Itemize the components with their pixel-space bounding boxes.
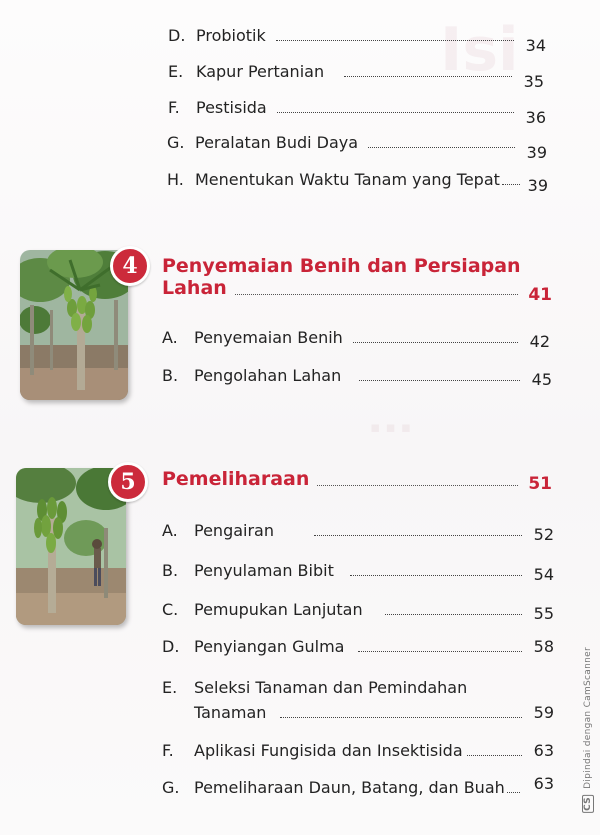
dot-leader <box>317 485 518 486</box>
toc-entry-seleksi-tanaman-line2[interactable] <box>194 703 554 722</box>
entry-letter: H. <box>167 170 184 189</box>
entry-page: 45 <box>531 370 552 389</box>
entry-letter: D. <box>168 26 186 45</box>
entry-letter: E. <box>168 62 184 81</box>
dot-leader <box>385 614 522 615</box>
entry-page: 63 <box>533 774 554 793</box>
entry-title: Aplikasi Fungisida dan Insektisida <box>194 741 463 760</box>
toc-entry-kapur-pertanian[interactable] <box>168 62 544 91</box>
dot-leader <box>350 575 522 576</box>
entry-letter: A. <box>162 328 178 347</box>
dot-leader <box>502 184 520 185</box>
toc-entry-pemeliharaan-daun[interactable] <box>162 774 554 797</box>
entry-letter: A. <box>162 521 178 540</box>
entry-page: 63 <box>533 741 554 760</box>
entry-letter: G. <box>167 133 185 152</box>
dot-leader <box>235 294 519 295</box>
bleedthrough-decoration: ▪ ▪ ▪ <box>370 418 411 436</box>
entry-letter: F. <box>168 98 180 117</box>
bleedthrough-decoration: Isi <box>440 15 519 85</box>
entry-letter: E. <box>162 678 178 697</box>
entry-letter: G. <box>162 778 180 797</box>
entry-title: Penyiangan Gulma <box>194 637 345 656</box>
entry-page: 52 <box>533 525 554 544</box>
toc-entry-pengolahan-lahan[interactable] <box>162 366 552 389</box>
toc-entry-penyulaman-bibit[interactable] <box>162 561 554 584</box>
entry-letter: C. <box>162 600 179 619</box>
entry-letter: F. <box>162 741 174 760</box>
entry-page: 59 <box>533 703 554 722</box>
dot-leader <box>276 40 514 41</box>
entry-page: 39 <box>527 176 548 195</box>
entry-title: Penyemaian Benih <box>194 328 343 347</box>
toc-entry-penyiangan-gulma[interactable] <box>162 637 554 656</box>
chapter4-page: 41 <box>528 285 552 305</box>
chapter5-page: 51 <box>528 474 552 494</box>
toc-entry-seleksi-tanaman-line1[interactable] <box>162 678 554 697</box>
entry-page: 54 <box>533 565 554 584</box>
toc-entry-aplikasi-fungisida[interactable] <box>162 741 554 760</box>
toc-entry-pengairan[interactable] <box>162 521 554 544</box>
entry-page: 36 <box>525 108 546 127</box>
dot-leader <box>314 535 522 536</box>
dot-leader <box>359 380 520 381</box>
entry-letter: B. <box>162 561 179 580</box>
entry-page: 55 <box>533 604 554 623</box>
chapter4-title-line2: Lahan <box>162 277 227 299</box>
entry-page: 42 <box>529 332 550 351</box>
entry-title: Penyulaman Bibit <box>194 561 334 580</box>
chapter4-number-badge: 4 <box>110 246 150 286</box>
dot-leader <box>358 651 522 652</box>
chapter4-title-row[interactable] <box>162 277 552 305</box>
entry-title: Pemupukan Lanjutan <box>194 600 363 619</box>
toc-entry-penyemaian-benih[interactable] <box>162 328 550 351</box>
chapter5-number-badge: 5 <box>108 462 148 502</box>
entry-title: Menentukan Waktu Tanam yang Tepat <box>195 170 500 189</box>
dot-leader <box>467 755 522 756</box>
dot-leader <box>344 76 512 77</box>
camscanner-text: Dipindai dengan CamScanner <box>583 647 593 789</box>
chapter4-title-line1[interactable]: Penyemaian Benih dan Persiapan <box>162 255 521 277</box>
dot-leader <box>277 112 514 113</box>
entry-title: Pemeliharaan Daun, Batang, dan Buah <box>194 778 505 797</box>
entry-title: Probiotik <box>196 26 266 45</box>
dot-leader <box>280 717 522 718</box>
dot-leader <box>368 147 515 148</box>
chapter5-title: Pemeliharaan <box>162 468 310 490</box>
entry-letter: B. <box>162 366 179 385</box>
entry-title-line2: Tanaman <box>194 703 267 722</box>
toc-entry-peralatan-budi-daya[interactable] <box>167 133 547 162</box>
chapter5-title-row[interactable] <box>162 468 552 494</box>
entry-page: 58 <box>533 637 554 656</box>
entry-title: Pengairan <box>194 521 274 540</box>
entry-title: Kapur Pertanian <box>196 62 325 81</box>
toc-entry-probiotik[interactable] <box>168 26 546 55</box>
dot-leader <box>507 792 520 793</box>
entry-page: 34 <box>525 36 546 55</box>
entry-title: Peralatan Budi Daya <box>195 133 359 152</box>
camscanner-watermark <box>582 647 594 813</box>
entry-title: Pestisida <box>196 98 267 117</box>
toc-entry-pestisida[interactable] <box>168 98 546 127</box>
toc-entry-pemupukan-lanjutan[interactable] <box>162 600 554 623</box>
entry-page: 39 <box>526 143 547 162</box>
entry-page: 35 <box>523 72 544 91</box>
toc-entry-menentukan-waktu-tanam[interactable] <box>167 170 548 195</box>
dot-leader <box>353 342 518 343</box>
entry-title: Pengolahan Lahan <box>194 366 342 385</box>
entry-title-line1: Seleksi Tanaman dan Pemindahan <box>194 678 468 697</box>
entry-letter: D. <box>162 637 180 656</box>
camscanner-logo-icon: CS <box>583 797 593 811</box>
